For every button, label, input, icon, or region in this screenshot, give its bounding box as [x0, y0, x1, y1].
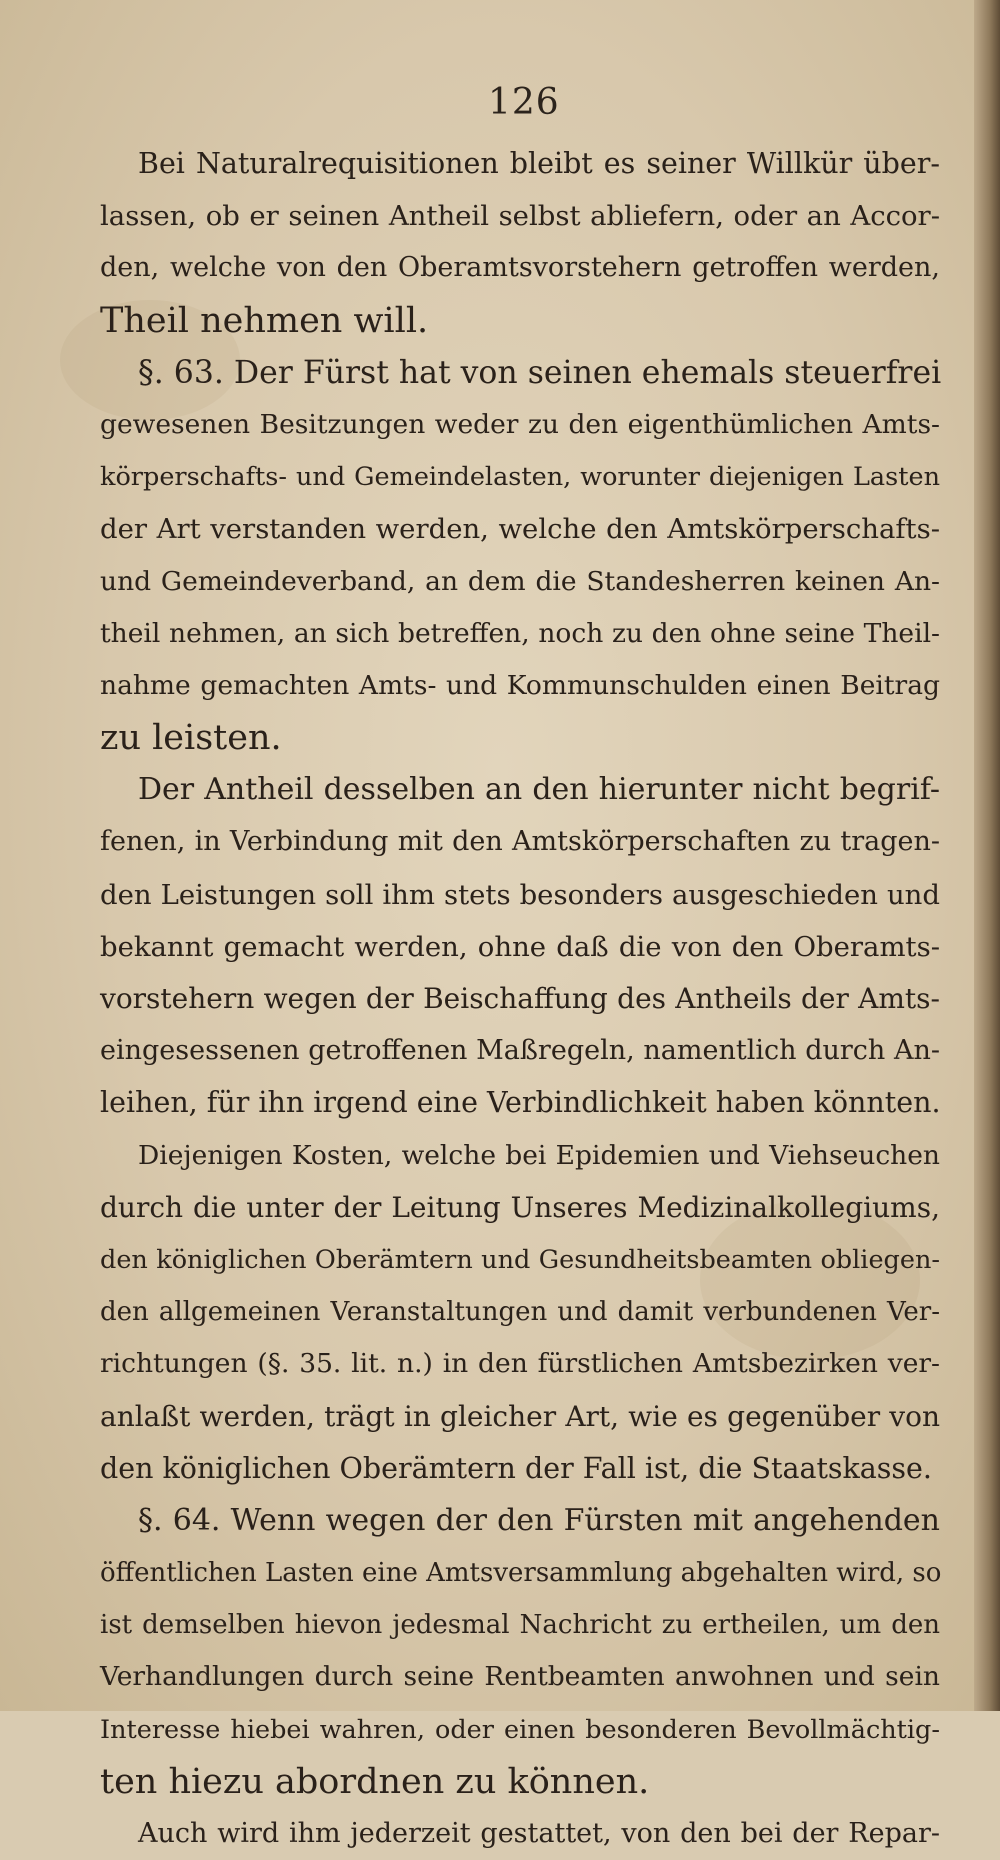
- section-heading-line: §. 63. Der Fürst hat von seinen ehemals steuerfrei: [138, 354, 942, 391]
- body-text: [100, 138, 940, 1860]
- text-line: Bei Naturalrequisitionen bleibt es seiner Willkür über-: [138, 147, 940, 180]
- text-line: bekannt gemacht werden, ohne daß die von den Oberamts-: [100, 930, 940, 963]
- text-line: den allgemeinen Veranstaltungen und damit verbundenen Ver-: [100, 1297, 940, 1328]
- text-line: vorstehern wegen der Beischaffung des Antheils der Amts-: [100, 982, 940, 1015]
- text-line: den, welche von den Oberamtsvorstehern getroffen werden,: [100, 252, 940, 284]
- text-line: Diejenigen Kosten, welche bei Epidemien und Viehseuchen: [138, 1139, 940, 1171]
- text-line: den königlichen Oberämtern der Fall ist, die Staatskasse.: [100, 1451, 932, 1485]
- section-heading-line: §. 64. Wenn wegen der den Fürsten mit angehenden: [138, 1502, 940, 1538]
- text-line: den königlichen Oberämtern und Gesundheitsbeamten obliegen-: [100, 1244, 940, 1275]
- text-line: körperschafts- und Gemeindelasten, worunter diejenigen Lasten: [100, 462, 940, 493]
- text-line: gewesenen Besitzungen weder zu den eigenthümlichen Amts-: [100, 408, 940, 440]
- text-line: Verhandlungen durch seine Rentbeamten anwohnen und sein: [100, 1661, 940, 1693]
- text-line: Interesse hiebei wahren, oder einen besonderen Bevollmächtig-: [100, 1714, 940, 1745]
- page-number: 126: [488, 82, 560, 123]
- text-line: und Gemeindeverband, an dem die Standesherren keinen An-: [100, 565, 940, 597]
- text-line: den Leistungen soll ihm stets besonders ausgeschieden und: [100, 878, 940, 911]
- text-line: anlaßt werden, trägt in gleicher Art, wie es gegenüber von: [100, 1399, 940, 1433]
- text-line: fenen, in Verbindung mit den Amtskörperschaften zu tragen-: [100, 826, 940, 858]
- book-binding-edge: [974, 0, 1000, 1711]
- text-line: der Art verstanden werden, welche den Amtskörperschafts-: [100, 513, 940, 546]
- text-line: lassen, ob er seinen Antheil selbst abliefern, oder an Accor-: [100, 200, 940, 233]
- text-line: Theil nehmen will.: [100, 300, 429, 341]
- text-line: Der Antheil desselben an den hierunter nicht begrif-: [138, 772, 940, 808]
- text-line: theil nehmen, an sich betreffen, noch zu den ohne seine Theil-: [100, 617, 940, 649]
- text-line: zu leisten.: [100, 718, 282, 759]
- text-line: öffentlichen Lasten eine Amtsversammlung abgehalten wird, so: [100, 1558, 942, 1589]
- text-line: nahme gemachten Amts- und Kommunschulden einen Beitrag: [100, 669, 940, 701]
- text-line: richtungen (§. 35. lit. n.) in den fürstlichen Amtsbezirken ver-: [100, 1348, 940, 1380]
- text-line: Auch wird ihm jederzeit gestattet, von den bei der Repar-: [138, 1818, 940, 1849]
- text-line: leihen, für ihn irgend eine Verbindlichkeit haben könnten.: [100, 1086, 941, 1120]
- text-line: ten hiezu abordnen zu können.: [100, 1761, 650, 1802]
- text-line: durch die unter der Leitung Unseres Medizinalkollegiums,: [100, 1190, 940, 1224]
- text-line: ist demselben hievon jedesmal Nachricht zu ertheilen, um den: [100, 1610, 940, 1641]
- text-line: eingesessenen getroffenen Maßregeln, namentlich durch An-: [100, 1035, 940, 1067]
